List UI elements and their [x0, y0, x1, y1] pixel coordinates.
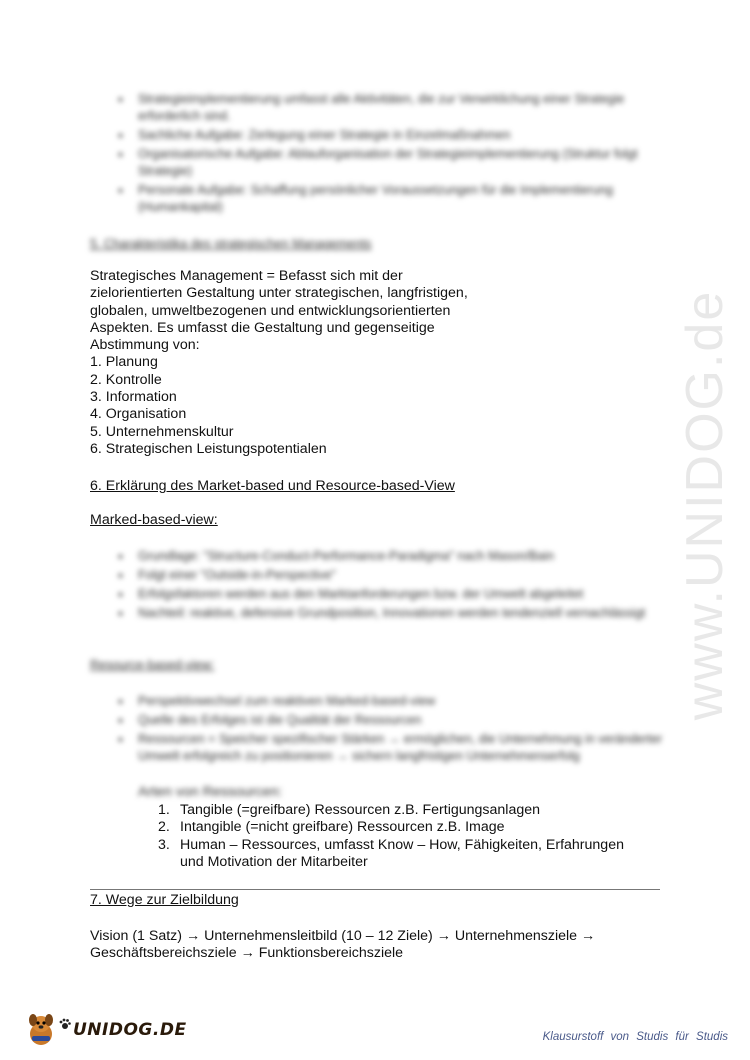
list-item: • Ressourcen = Speicher spezifischer Stärken → ermöglichen, die Unternehmung in veränderter Umwelt erfolgreich zu positionieren → sichern langfristigen Unternehmenserfolg [110, 731, 670, 765]
dog-mascot-icon [24, 1012, 58, 1048]
list-item: • Perspektivwechsel zum reaktiven Marked-based-view [110, 693, 670, 710]
list-item [158, 802, 668, 819]
blurred-rbv-bullets [110, 693, 670, 767]
text-line: Geschäftsbereichsziele → Funktionsbereichsziele [90, 945, 404, 962]
footer-logo [24, 1012, 187, 1048]
text-line: zielorientierten Gestaltung unter strategischen, langfristigen, [90, 285, 468, 302]
mbv-label: Marked-based-view: [90, 512, 218, 528]
section-heading-5: 5. Charakteristika des strategischen Managements [90, 237, 372, 251]
arten-label-text: Arten von Ressourcen: [138, 784, 283, 800]
text-line: Abstimmung von: [90, 337, 200, 354]
list-text: Human – Ressources, umfasst Know – How, Fähigkeiten, Erfahrungen [180, 836, 624, 853]
list-item [158, 819, 668, 836]
list-item: 4. Organisation [90, 406, 187, 423]
list-item: 2. Kontrolle [90, 371, 162, 388]
list-item: • Grundlage: "Structure-Conduct-Performance-Paradigma" nach Mason/Bain [110, 548, 670, 565]
blurred-top-bullets [110, 91, 670, 218]
arten-label [110, 784, 282, 801]
text-line: Strategisches Management = Befasst sich mit der [90, 268, 403, 284]
divider [90, 889, 660, 890]
list-item: • Personale Aufgabe: Schaffung persönlicher Voraussetzungen für die Implementierung (Humankapital) [110, 182, 670, 216]
text-line: Aspekten. Es umfasst die Gestaltung und gegenseitige [90, 319, 435, 336]
list-item: • Organisatorische Aufgabe: Ablauforganisation der Strategieimplementierung (Struktur folgt Strategie) [110, 146, 670, 180]
text-line: Vision (1 Satz) → Unternehmensleitbild (10 – 12 Ziele) → Unternehmensziele → [90, 928, 596, 944]
list-item: 3. Information [90, 389, 177, 406]
list-item: • Folgt einer "Outside-in-Perspective" [110, 567, 670, 584]
list-number: 1. [158, 802, 170, 818]
rbv-label: Resource-based-view: [90, 658, 215, 672]
list-item: 5. Unternehmenskultur [90, 423, 234, 440]
list-item [158, 837, 668, 854]
paw-icon [59, 1018, 71, 1030]
arten-list [158, 802, 668, 871]
list-number: 3. [158, 836, 170, 853]
section-heading-7: 7. Wege zur Zielbildung [90, 892, 239, 908]
list-item: • Erfolgsfaktoren werden aus den Marktanforderungen bzw. der Umwelt abgeleitet [110, 586, 670, 603]
blurred-mbv-bullets [110, 548, 670, 624]
vision-paragraph [90, 928, 660, 963]
footer-tagline: Klausurstoff von Studis für Studis [542, 1031, 728, 1043]
brand-name: UNIDOG.DE [73, 1020, 187, 1040]
list-text: Intangible (=nicht greifbare) Ressourcen z.B. Image [180, 819, 505, 836]
list-item: 1. Planung [90, 354, 158, 371]
section-heading-6: 6. Erklärung des Market-based und Resource-based-View [90, 478, 455, 494]
list-item [158, 854, 668, 871]
list-number: 2. [158, 819, 170, 836]
watermark: www.UNIDOG.de [676, 289, 734, 721]
list-text: Tangible (=greifbare) Ressourcen z.B. Fertigungsanlagen [180, 802, 541, 818]
list-item: • Strategieimplementierung umfasst alle Aktivitäten, die zur Verwirklichung einer Strategie erforderlich sind. [110, 91, 670, 125]
list-item: • Nachteil: reaktive, defensive Grundposition, Innovationen werden tendenziell vernachlässigt [110, 605, 670, 622]
list-text: und Motivation der Mitarbeiter [180, 853, 368, 870]
list-item: 6. Strategischen Leistungspotentialen [90, 440, 327, 457]
definition-paragraph [90, 268, 650, 458]
list-item: • Sachliche Aufgabe: Zerlegung einer Strategie in Einzelmaßnahmen [110, 127, 670, 144]
list-item: • Quelle des Erfolges ist die Qualität der Ressourcen [110, 712, 670, 729]
text-line: globalen, umweltbezogenen und entwicklungsorientierten [90, 302, 451, 319]
